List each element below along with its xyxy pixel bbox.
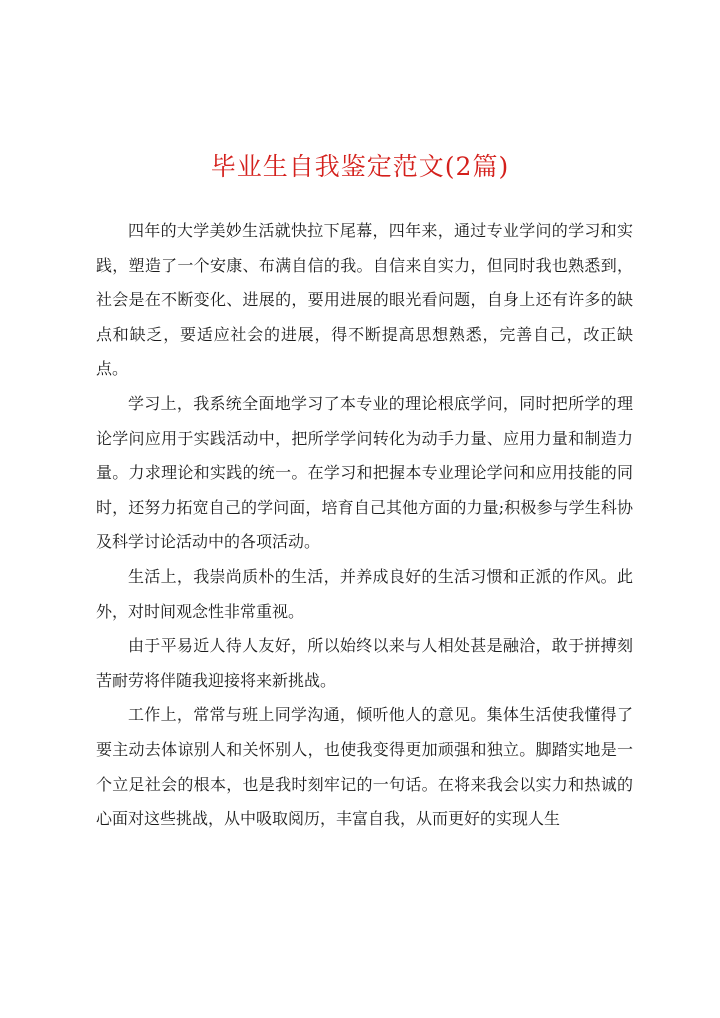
paragraph-intro: 四年的大学美妙生活就快拉下尾幕，四年来，通过专业学问的学习和实践，塑造了一个安康、布满自信的我。自信来自实力，但同时我也熟悉到，社会是在不断变化、进展的，要用进展的眼光看问题，自身上还有许多的缺点和缺乏，要适应社会的进展，得不断提高思想熟悉，完善自己，改正缺点。 [96, 221, 633, 379]
paragraph-work: 工作上，常常与班上同学沟通，倾听他人的意见。集体生活使我懂得了要主动去体谅别人和关怀别人，也使我变得更加顽强和独立。脚踏实地是一个立足社会的根本，也是我时刻牢记的一句话。在将来我会以实力和热诚的心面对这些挑战，从中吸取阅历，丰富自我，从而更好的实现人生 [96, 705, 633, 829]
document-body [96, 214, 633, 837]
document-title: 毕业生自我鉴定范文(2篇) [210, 152, 510, 181]
paragraph-relations: 由于平易近人待人友好，所以始终以来与人相处甚是融洽，敢于拼搏刻苦耐劳将伴随我迎接将来新挑战。 [96, 636, 633, 690]
paragraph-life: 生活上，我崇尚质朴的生活，并养成良好的生活习惯和正派的作风。此外，对时间观念性非常重视。 [96, 566, 633, 621]
paragraph-study: 学习上，我系统全面地学习了本专业的理论根底学问，同时把所学的理论学问应用于实践活动中，把所学学问转化为动手力量、应用力量和制造力量。力求理论和实践的统一。在学习和把握本专业理论学问和应用技能的同时，还努力拓宽自己的学问面，培育自己其他方面的力量;积极参与学生科协及科学讨论活动中的各项活动。 [96, 393, 633, 552]
